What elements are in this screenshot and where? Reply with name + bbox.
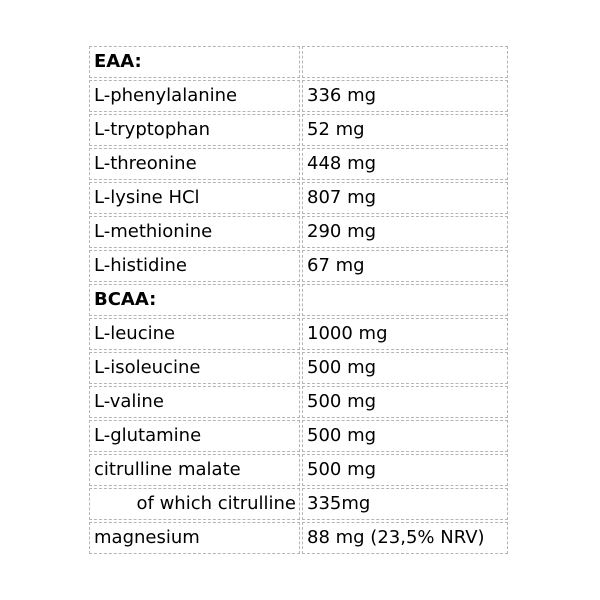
ingredient-amount-cell: 1000 mg (302, 318, 508, 350)
table-row (89, 182, 508, 214)
ingredient-amount-cell: 88 mg (23,5% NRV) (302, 522, 508, 554)
ingredient-name-cell: magnesium (89, 522, 300, 554)
table-row (89, 114, 508, 146)
ingredient-amount-cell: 448 mg (302, 148, 508, 180)
ingredient-amount-cell: 52 mg (302, 114, 508, 146)
ingredient-amount-cell (302, 46, 508, 78)
ingredient-amount-cell: 807 mg (302, 182, 508, 214)
table-row (89, 46, 508, 78)
ingredient-name-cell: L-histidine (89, 250, 300, 282)
ingredient-amount-cell (302, 284, 508, 316)
table-row (89, 420, 508, 452)
table-row (89, 284, 508, 316)
ingredient-name-cell: L-tryptophan (89, 114, 300, 146)
ingredient-amount-cell: 290 mg (302, 216, 508, 248)
ingredient-amount-cell: 500 mg (302, 454, 508, 486)
ingredient-amount-cell: 500 mg (302, 352, 508, 384)
table-row (89, 80, 508, 112)
table-row (89, 488, 508, 520)
ingredient-name-cell: citrulline malate (89, 454, 300, 486)
ingredient-name-cell: L-valine (89, 386, 300, 418)
table-row (89, 216, 508, 248)
ingredient-name-cell: L-phenylalanine (89, 80, 300, 112)
table-row (89, 522, 508, 554)
ingredient-amount-cell: 336 mg (302, 80, 508, 112)
table-row (89, 148, 508, 180)
supplement-facts-table (87, 44, 510, 556)
table-row (89, 454, 508, 486)
table-row (89, 250, 508, 282)
table-row (89, 352, 508, 384)
ingredient-amount-cell: 67 mg (302, 250, 508, 282)
ingredient-name-cell: EAA: (89, 46, 300, 78)
ingredient-name-cell: L-lysine HCl (89, 182, 300, 214)
table-row (89, 386, 508, 418)
ingredient-amount-cell: 500 mg (302, 386, 508, 418)
ingredient-name-cell: L-isoleucine (89, 352, 300, 384)
ingredient-name-cell: BCAA: (89, 284, 300, 316)
ingredient-name-cell: L-glutamine (89, 420, 300, 452)
ingredient-amount-cell: 335mg (302, 488, 508, 520)
ingredient-name-cell: L-methionine (89, 216, 300, 248)
table-row (89, 318, 508, 350)
table-body (89, 46, 508, 554)
ingredient-amount-cell: 500 mg (302, 420, 508, 452)
ingredient-name-cell: L-leucine (89, 318, 300, 350)
ingredient-name-cell: L-threonine (89, 148, 300, 180)
ingredient-name-cell: of which citrulline (89, 488, 300, 520)
